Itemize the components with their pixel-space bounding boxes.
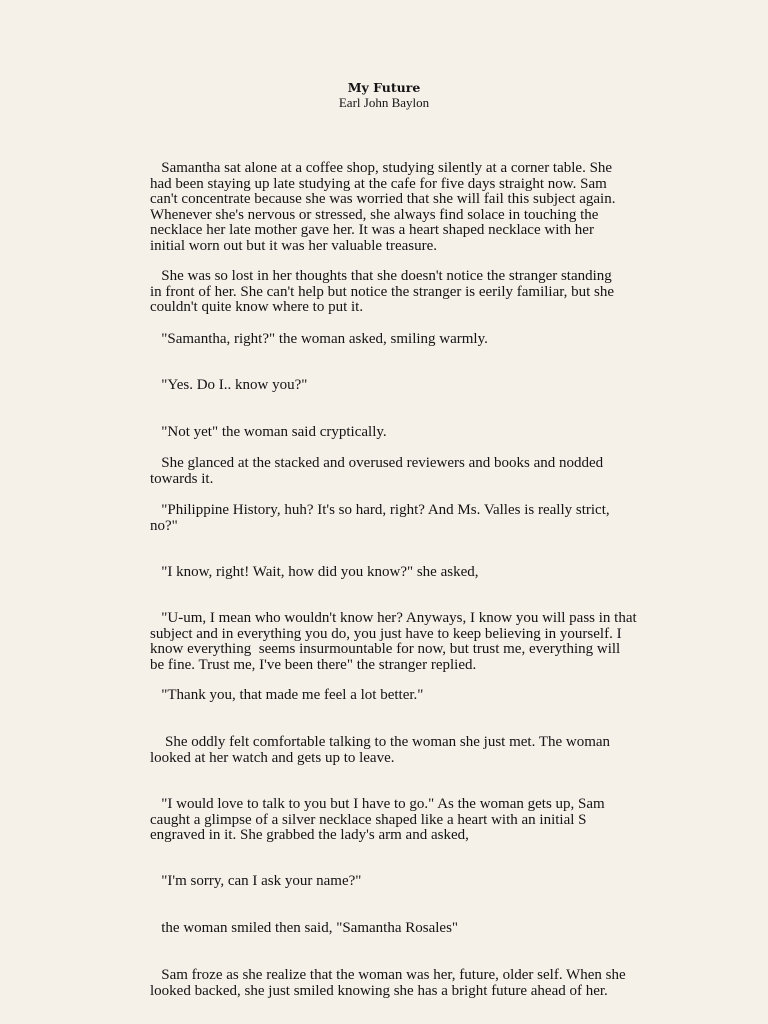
paragraph-14: the woman smiled then said, "Samantha Rosales" bbox=[150, 920, 459, 936]
paragraph-5: "Not yet" the woman said cryptically. bbox=[150, 424, 387, 440]
paragraph-7: "Philippine History, huh? It's so hard, right? And Ms. Valles is really strict, no?" bbox=[150, 502, 610, 534]
paragraph-12: "I would love to talk to you but I have to go." As the woman gets up, Sam caught a glimpse of a silver necklace shaped like a heart with an initial S engraved in it. She grabbed the lady's arm and asked, bbox=[150, 796, 605, 843]
document-author: Earl John Baylon bbox=[338, 95, 430, 110]
paragraph-10: "Thank you, that made me feel a lot better." bbox=[150, 687, 424, 703]
paragraph-3: "Samantha, right?" the woman asked, smiling warmly. bbox=[150, 331, 488, 347]
paragraph-13: "I'm sorry, can I ask your name?" bbox=[150, 873, 362, 889]
paragraph-15: Sam froze as she realize that the woman was her, future, older self. When she looked backed, she just smiled knowing she has a bright future ahead of her. bbox=[150, 967, 626, 999]
paragraph-2: She was so lost in her thoughts that she doesn't notice the stranger standing in front of her. She can't help but notice the stranger is eerily familiar, but she couldn't quite know where to put it. bbox=[150, 268, 615, 315]
document-title: My Future bbox=[347, 80, 421, 95]
paragraph-9: "U-um, I mean who wouldn't know her? Anyways, I know you will pass in that subject and in everything you do, you just have to keep believing in yourself. I know everything seems insurmountable for now, but trust me, everything will be fine. Trust me, I've been there" the stranger replied. bbox=[150, 610, 637, 673]
paragraph-11: She oddly felt comfortable talking to the woman she just met. The woman looked at her watch and gets up to leave. bbox=[150, 734, 611, 766]
paragraph-6: She glanced at the stacked and overused reviewers and books and nodded towards it. bbox=[150, 455, 604, 487]
paragraph-4: "Yes. Do I.. know you?" bbox=[150, 377, 308, 393]
paragraph-8: "I know, right! Wait, how did you know?" she asked, bbox=[150, 564, 479, 580]
paragraph-1: Samantha sat alone at a coffee shop, studying silently at a corner table. She had been staying up late studying at the cafe for five days straight now. Sam can't concentrate because she was worried that she will fail this subject again. Whenever she's nervous or stressed, she always find solace in touching the necklace her late mother gave her. It was a heart shaped necklace with her initial worn out but it was her valuable treasure. bbox=[150, 160, 616, 254]
